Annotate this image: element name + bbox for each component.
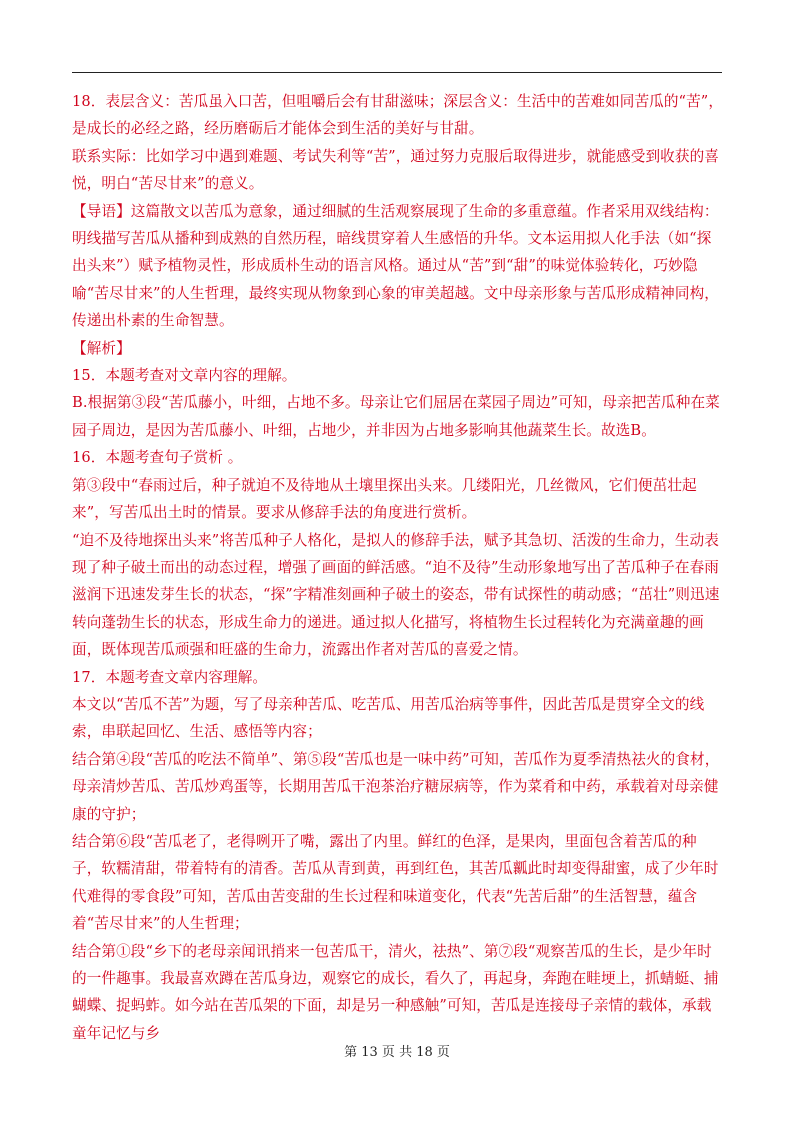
- question-17-point-health: 结合第④段“苦瓜的吃法不简单”、第⑤段“苦瓜也是一味中药”可知，苦瓜作为夏季清热祛火的食材，母亲清炒苦瓜、苦瓜炒鸡蛋等，长期用苦瓜干泡茶治疗糖尿病等，作为菜肴和中药，承载着对母亲健康的守护；: [72, 750, 720, 823]
- question-17-heading: 17．本题考查文章内容理解。: [72, 668, 268, 686]
- introduction-paragraph: 【导语】这篇散文以苦瓜为意象，通过细腻的生活观察展现了生命的多重意蕴。作者采用双线结构：明线描写苦瓜从播种到成熟的自然历程，暗线贯穿着人生感悟的升华。文本运用拟人化手法（如“探出头来”）赋予植物灵性，形成质朴生动的语言风格。通过从“苦”到“甜”的味觉体验转化，巧妙隐喻“苦尽甘来”的人生哲理，最终实现从物象到心象的审美超越。文中母亲形象与苦瓜形成精神同构，传递出朴素的生命智慧。: [72, 202, 719, 330]
- question-15-analysis: B.根据第③段“苦瓜藤小，叶细，占地不多。母亲让它们屈居在菜园子周边”可知，母亲把苦瓜种在菜园子周边，是因为苦瓜藤小、叶细，占地少，并非因为占地多影响其他蔬菜生长。故选B。: [72, 394, 720, 439]
- header-rule: [72, 72, 722, 73]
- question-16-analysis: “迫不及待地探出头来”将苦瓜种子人格化，是拟人的修辞手法，赋予其急切、活泼的生命力，生动表现了种子破土而出的动态过程，增强了画面的鲜活感。“迫不及待”生动形象地写出了苦瓜种子在春雨滋润下迅速发芽生长的状态，“探”字精准刻画种子破土的姿态，带有试探性的萌动感；“茁壮”则迅速转向蓬勃生长的状态，形成生命力的递进。通过拟人化描写，将植物生长过程转化为充满童趣的画面，既体现苦瓜顽强和旺盛的生命力，流露出作者对苦瓜的喜爱之情。: [72, 531, 720, 659]
- answer-18-meaning: 18．表层含义：苦瓜虽入口苦，但咀嚼后会有甘甜滋味；深层含义：生活中的苦难如同苦瓜的“苦”，是成长的必经之路，经历磨砺后才能体会到生活的美好与甘甜。: [72, 93, 724, 138]
- question-15-heading: 15．本题考查对文章内容的理解。: [72, 367, 297, 385]
- analysis-heading: 【解析】: [72, 339, 131, 357]
- document-body: [72, 88, 726, 1047]
- question-17-point-family: 结合第①段“乡下的老母亲闻讯捎来一包苦瓜干，清火，祛热”、第⑦段“观察苦瓜的生长，是少年时的一件趣事。我最喜欢蹲在苦瓜身边，观察它的成长，看久了，再起身，奔跑在畦埂上，抓蜻蜓、捕蝴蝶、捉蚂蚱。如今站在苦瓜架的下面，却是另一种感触”可知，苦瓜是连接母子亲情的载体，承载童年记忆与乡: [72, 942, 719, 1042]
- answer-18-practice: 联系实际：比如学习中遇到难题、考试失利等“苦”，通过努力克服后取得进步，就能感受到收获的喜悦，明白“苦尽甘来”的意义。: [72, 147, 719, 193]
- page-number-footer: 第 13 页 共 18 页: [344, 1045, 450, 1060]
- question-17-summary: 本文以“苦瓜不苦”为题，写了母亲种苦瓜、吃苦瓜、用苦瓜治病等事件，因此苦瓜是贯穿全文的线索，串联起回忆、生活、感悟等内容；: [72, 695, 705, 741]
- question-17-point-philosophy: 结合第⑥段“苦瓜老了，老得咧开了嘴，露出了内里。鲜红的色泽，是果肉，里面包含着苦瓜的种子，软糯清甜，带着特有的清香。苦瓜从青到黄，再到红色，其苦瓜瓤此时却变得甜蜜，成了少年时代难得的零食段”可知，苦瓜由苦变甜的生长过程和味道变化，代表“先苦后甜”的生活智慧，蕴含着“苦尽甘来”的人生哲理；: [72, 832, 719, 933]
- question-16-heading: 16．本题考查句子赏析 。: [72, 449, 243, 467]
- question-16-context: 第③段中“春雨过后，种子就迫不及待地从土壤里探出头来。几缕阳光，几丝微风，它们便茁壮起来”，写苦瓜出土时的情景。要求从修辞手法的角度进行赏析。: [72, 476, 697, 522]
